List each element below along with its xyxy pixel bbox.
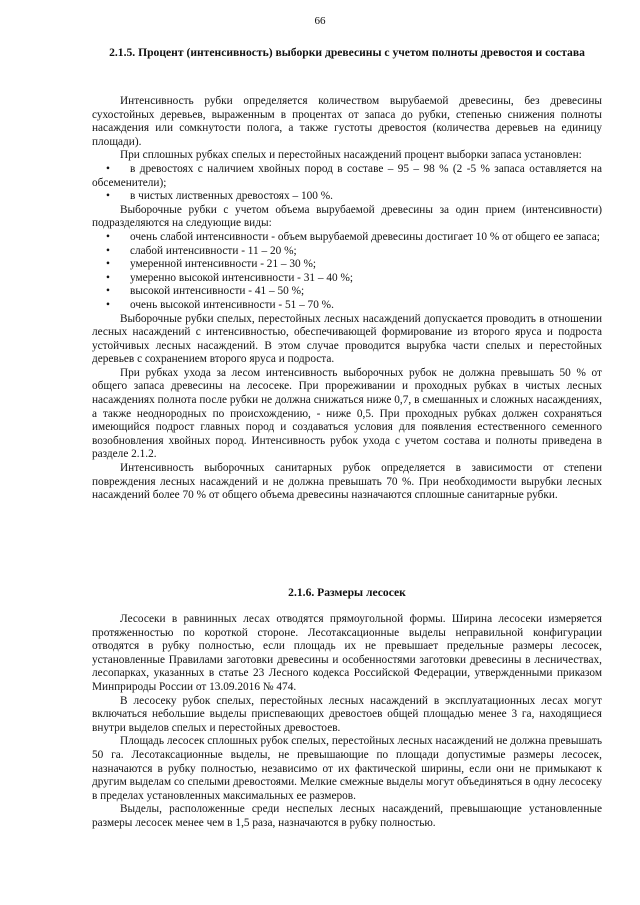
paragraph: Выборочные рубки спелых, перестойных лесных насаждений допускается проводить в отношении лесных насаждений с интенсивностью, обеспечивающей формирование из второго яруса и подроста устойчивых лесных насаждений. В этом случае проводится вырубка части спелых и перестойных деревьев с сохранением второго яруса и подроста. xyxy=(92,312,602,366)
section-2-1-6 xyxy=(92,586,602,600)
bullet-list xyxy=(92,231,602,313)
section-2-1-5-body xyxy=(92,95,602,503)
paragraph: При сплошных рубках спелых и перестойных насаждений процент выборки запаса установлен: xyxy=(120,149,582,162)
bullet-list xyxy=(92,163,602,204)
paragraph: Интенсивность рубки определяется количеством вырубаемой древесины, без древесины сухостойных деревьев, выраженным в процентах от запаса до рубки, степенью снижения полноты насаждения или сомкнутости полога, а также густоты древостоя (количества деревьев на единицу площади). xyxy=(92,95,602,148)
paragraph: Выборочные рубки с учетом объема вырубаемой древесины за один прием (интенсивности) подразделяются на следующие виды: xyxy=(92,203,602,230)
bullet-icon: • xyxy=(106,298,110,311)
list-item: • в чистых лиственных древостоях – 100 %. xyxy=(106,190,333,203)
paragraph: Лесосеки в равнинных лесах отводятся прямоугольной формы. Ширина лесосеки измеряется протяженностью по короткой стороне. Лесотаксационные выделы неправильной конфигурации отводятся в рубку полностью, если площадь их не превышает предельные размеры лесосек, установленные Правилами заготовки древесины и особенностями заготовки древесины в лесничествах, лесопарках, указанных в статье 23 Лесного кодекса Российской Федерации, утвержденными приказом Минприроды России от 13.09.2016 № 474. xyxy=(92,613,602,693)
section-title-2-1-6: 2.1.6. Размеры лесосек xyxy=(288,586,406,599)
page-number: 66 xyxy=(314,15,326,27)
paragraph: В лесосеку рубок спелых, перестойных лесных насаждений в эксплуатационных лесах могут включаться небольшие выделы приспевающих древостоев общей площадью менее 3 га, находящиеся внутри выделов спелых и перестойных древостоев. xyxy=(92,694,602,734)
bullet-icon: • xyxy=(106,162,110,175)
bullet-icon: • xyxy=(106,190,110,203)
bullet-icon: • xyxy=(106,271,110,284)
bullet-icon: • xyxy=(106,244,110,257)
section-title-2-1-5: 2.1.5. Процент (интенсивность) выборки древесины с учетом полноты древостоя и состава xyxy=(109,46,585,59)
list-item: • умеренно высокой интенсивности - 31 – 40 %; xyxy=(106,271,354,284)
bullet-icon: • xyxy=(106,258,110,271)
paragraph: Выделы, расположенные среди неспелых лесных насаждений, превышающие установленные размеры лесосек менее чем в 1,5 раза, назначаются в рубку полностью. xyxy=(92,803,602,829)
list-item: • слабой интенсивности - 11 – 20 %; xyxy=(106,244,297,257)
list-item: • очень высокой интенсивности - 51 – 70 %. xyxy=(106,298,334,311)
paragraph: Площадь лесосек сплошных рубок спелых, перестойных лесных насаждений не должна превышать 50 га. Лесотаксационные выделы, не превышающие по площади допустимые размеры лесосек, назначаются в рубку полностью, независимо от их фактической ширины, если они не примыкают к другим выделам со спелыми древостоями. Мелкие смежные выделы могут объединяться в одну лесосеку в пределах установленных максимальных ее размеров. xyxy=(92,735,602,802)
paragraph: При рубках ухода за лесом интенсивность выборочных рубок не должна превышать 50 % от общего запаса древесины на лесосеке. При прореживании и проходных рубках в чистых лесных насаждениях полнота после рубки не должна снижаться ниже 0,7, в смешанных и сложных насаждениях, а также неоднородных по происхождению, - ниже 0,5. При проходных рубках должен сохраняться имеющийся подрост главных пород и создаваться условия для появления естественного семенного возобновления хвойных пород. Интенсивность рубок ухода с учетом состава и полноты приведена в разделе 2.1.2. xyxy=(92,366,602,461)
list-item: • в древостоях с наличием хвойных пород в составе – 95 – 98 % (2 -5 % запаса оставляется на обсеменители); xyxy=(92,162,602,189)
list-item: • высокой интенсивности - 41 – 50 %; xyxy=(106,285,305,298)
bullet-icon: • xyxy=(106,230,110,243)
list-item: • умеренной интенсивности - 21 – 30 %; xyxy=(106,258,317,271)
paragraph: Интенсивность выборочных санитарных рубок определяется в зависимости от степени повреждения лесных насаждений и не должна превышать 70 %. При необходимости вырубки лесных насаждений более 70 % от общего объема древесины назначаются сплошные санитарные рубки. xyxy=(92,462,602,502)
section-2-1-6-body xyxy=(92,613,602,831)
bullet-icon: • xyxy=(106,285,110,298)
list-item: • очень слабой интенсивности - объем вырубаемой древесины достигает 10 % от общего ее запаса; xyxy=(106,230,600,243)
